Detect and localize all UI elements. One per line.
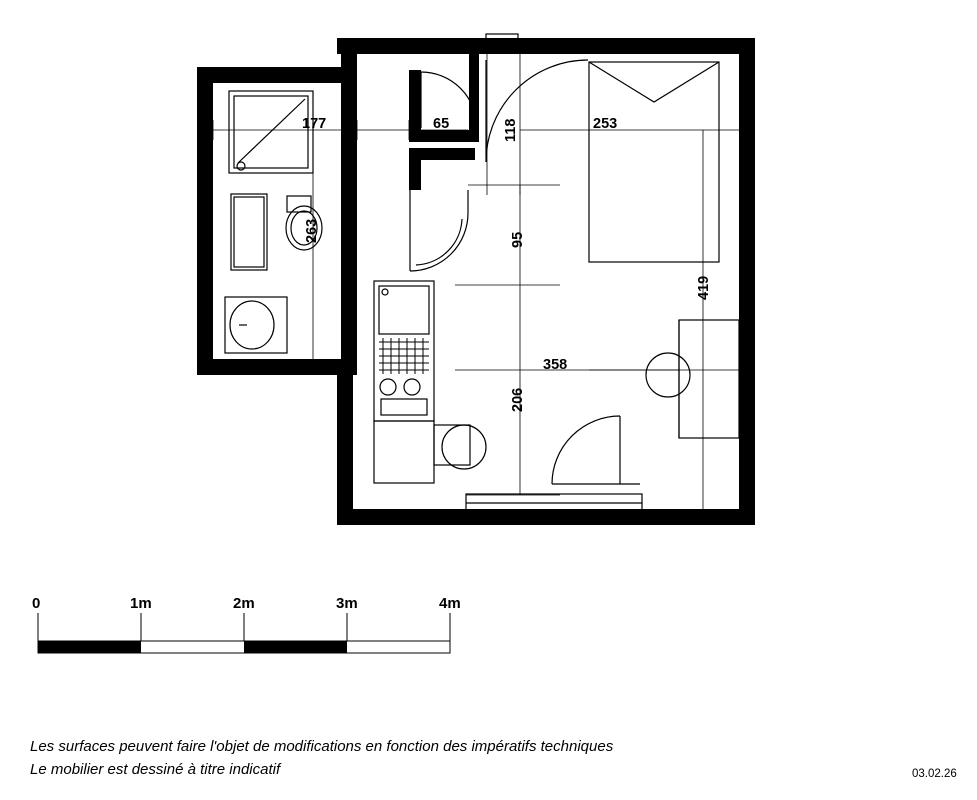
plan-walls [197, 38, 755, 525]
dimension-label-118: 118 [503, 118, 519, 142]
dimension-label-253: 253 [593, 116, 618, 132]
scale-bar-graphic [0, 613, 500, 658]
dimension-label-206: 206 [510, 387, 526, 412]
scale-tick-label-1m: 1m [130, 595, 152, 612]
plan-fixtures [225, 34, 739, 522]
dimension-label-263: 263 [304, 218, 320, 243]
scale-bar [0, 595, 500, 655]
dimension-label-95: 95 [510, 231, 526, 248]
dimension-label-358: 358 [543, 357, 568, 373]
scale-tick-label-3m: 3m [336, 595, 358, 612]
date-label: 03.02.26 [912, 768, 957, 780]
dimension-label-65: 65 [433, 116, 450, 132]
scale-tick-label-0: 0 [32, 595, 41, 612]
dimension-label-419: 419 [696, 275, 712, 300]
note-line-1: Les surfaces peuvent faire l'objet de modifications en fonction des impératifs techniques [30, 738, 614, 755]
scale-tick-label-4m: 4m [439, 595, 461, 612]
dimension-label-177: 177 [302, 116, 327, 132]
note-line-2: Le mobilier est dessiné à titre indicatif [30, 761, 281, 778]
scale-tick-label-2m: 2m [233, 595, 255, 612]
